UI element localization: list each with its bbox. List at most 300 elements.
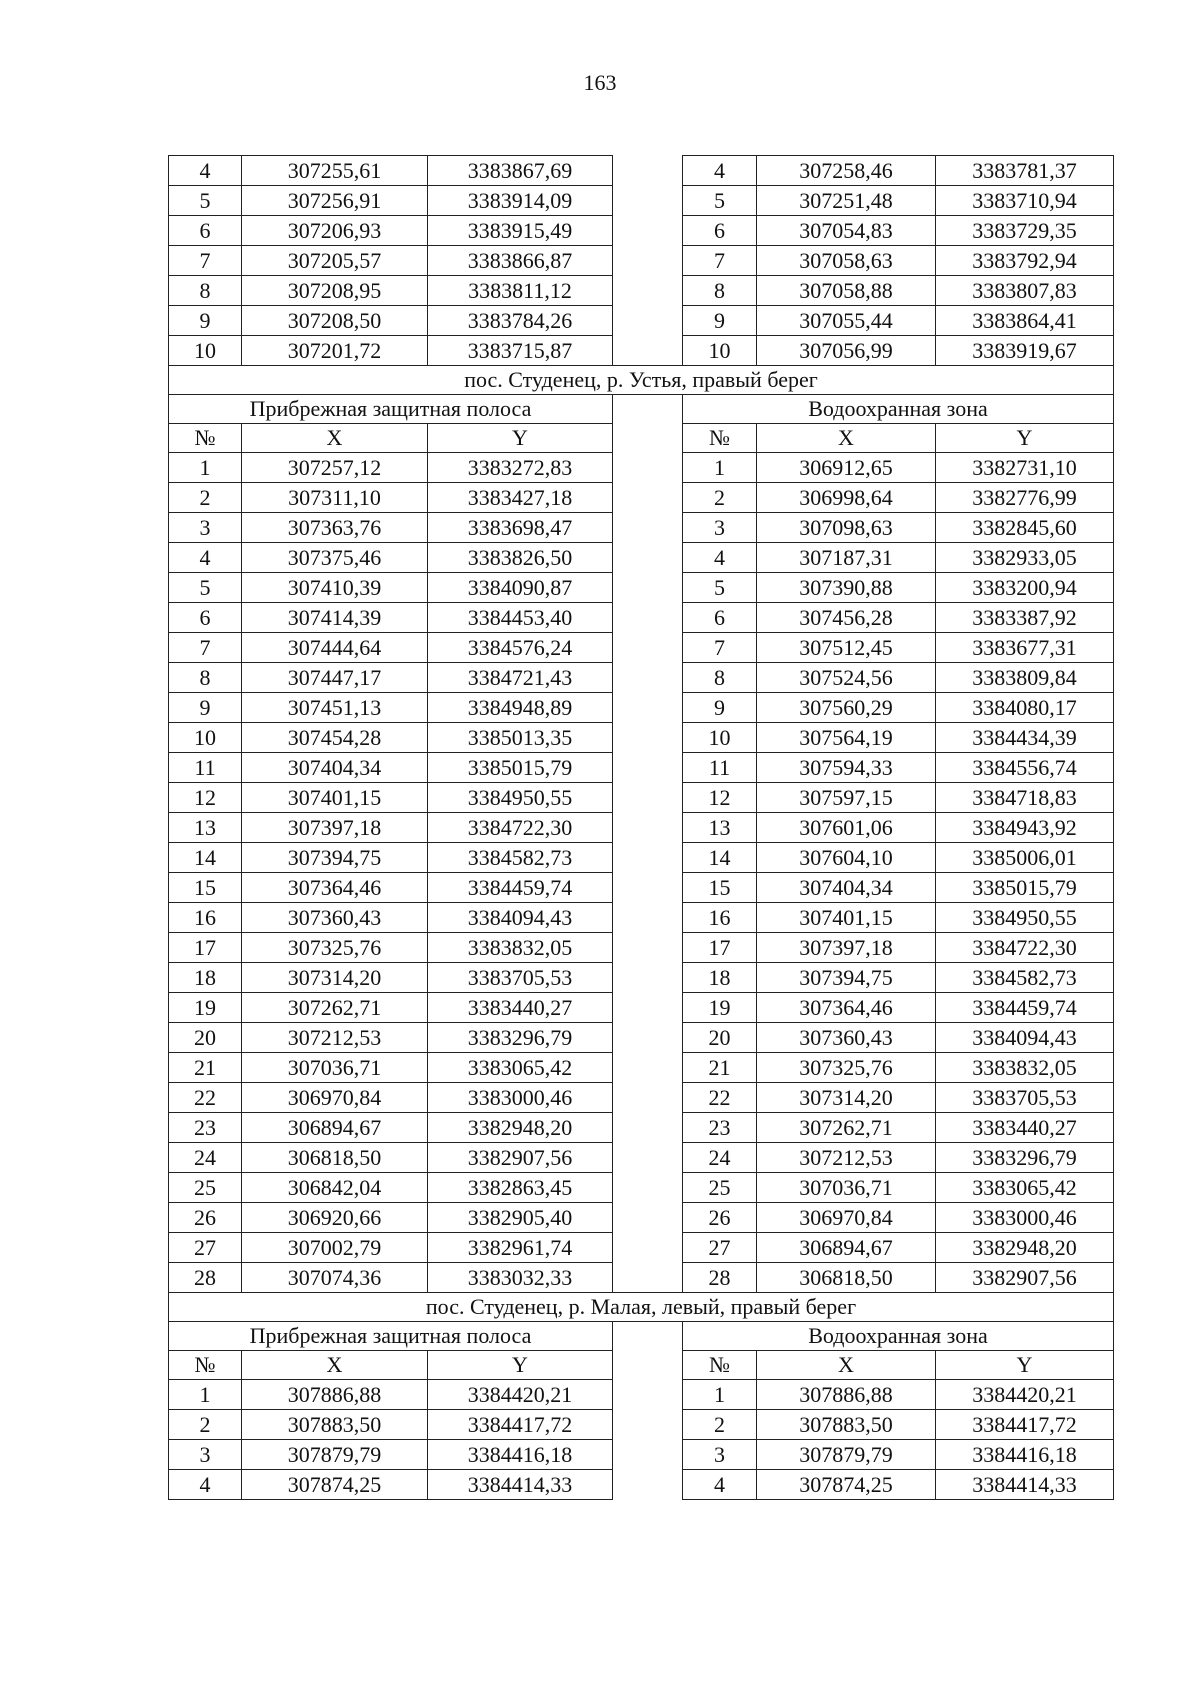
left-cell-num: 12 xyxy=(169,783,242,813)
right-group-title: Водоохранная зона xyxy=(683,395,1114,424)
left-cell-y: 3383715,87 xyxy=(428,336,613,366)
left-cell-y: 3383698,47 xyxy=(428,513,613,543)
table-row xyxy=(169,483,1114,513)
left-cell-y: 3385013,35 xyxy=(428,723,613,753)
right-cell-y: 3384414,33 xyxy=(936,1470,1114,1500)
column-gap xyxy=(613,513,683,543)
left-cell-x: 306818,50 xyxy=(242,1143,428,1173)
left-cell-x: 307454,28 xyxy=(242,723,428,753)
left-cell-x: 306894,67 xyxy=(242,1113,428,1143)
right-cell-num: 5 xyxy=(683,186,757,216)
left-cell-x: 307414,39 xyxy=(242,603,428,633)
right-cell-num: 11 xyxy=(683,753,757,783)
left-cell-num: 1 xyxy=(169,453,242,483)
left-cell-y: 3383915,49 xyxy=(428,216,613,246)
left-cell-y: 3383427,18 xyxy=(428,483,613,513)
right-cell-num: 23 xyxy=(683,1113,757,1143)
column-gap xyxy=(613,186,683,216)
right-cell-x: 307251,48 xyxy=(757,186,936,216)
right-cell-num: 19 xyxy=(683,993,757,1023)
column-gap xyxy=(613,156,683,186)
left-cell-y: 3383866,87 xyxy=(428,246,613,276)
column-gap xyxy=(613,483,683,513)
left-header-x: X xyxy=(242,424,428,453)
left-cell-num: 16 xyxy=(169,903,242,933)
left-cell-x: 307325,76 xyxy=(242,933,428,963)
left-cell-x: 307883,50 xyxy=(242,1410,428,1440)
column-gap xyxy=(613,783,683,813)
left-cell-y: 3384090,87 xyxy=(428,573,613,603)
column-gap xyxy=(613,1203,683,1233)
right-cell-y: 3384556,74 xyxy=(936,753,1114,783)
left-cell-num: 2 xyxy=(169,483,242,513)
column-gap xyxy=(613,1410,683,1440)
right-cell-x: 307604,10 xyxy=(757,843,936,873)
right-cell-num: 10 xyxy=(683,336,757,366)
left-cell-x: 307451,13 xyxy=(242,693,428,723)
left-cell-x: 307886,88 xyxy=(242,1380,428,1410)
right-cell-y: 3383807,83 xyxy=(936,276,1114,306)
left-cell-num: 1 xyxy=(169,1380,242,1410)
right-cell-y: 3384943,92 xyxy=(936,813,1114,843)
table-row xyxy=(169,783,1114,813)
left-group-title: Прибрежная защитная полоса xyxy=(169,1322,613,1351)
table-row xyxy=(169,156,1114,186)
table-row xyxy=(169,1440,1114,1470)
right-cell-num: 2 xyxy=(683,483,757,513)
left-cell-x: 307375,46 xyxy=(242,543,428,573)
left-cell-num: 7 xyxy=(169,246,242,276)
left-cell-num: 13 xyxy=(169,813,242,843)
table-row xyxy=(169,336,1114,366)
table-row xyxy=(169,963,1114,993)
left-cell-y: 3383272,83 xyxy=(428,453,613,483)
left-header-num: № xyxy=(169,1351,242,1380)
left-cell-y: 3384416,18 xyxy=(428,1440,613,1470)
left-cell-y: 3383000,46 xyxy=(428,1083,613,1113)
left-cell-x: 307002,79 xyxy=(242,1233,428,1263)
left-cell-num: 14 xyxy=(169,843,242,873)
right-cell-x: 307360,43 xyxy=(757,1023,936,1053)
table-row xyxy=(169,993,1114,1023)
right-cell-x: 307054,83 xyxy=(757,216,936,246)
right-group-title: Водоохранная зона xyxy=(683,1322,1114,1351)
column-gap xyxy=(613,1322,683,1351)
right-cell-y: 3383919,67 xyxy=(936,336,1114,366)
left-cell-x: 307311,10 xyxy=(242,483,428,513)
left-cell-num: 11 xyxy=(169,753,242,783)
left-cell-num: 10 xyxy=(169,723,242,753)
right-cell-x: 307597,15 xyxy=(757,783,936,813)
table-row xyxy=(169,1023,1114,1053)
right-cell-num: 9 xyxy=(683,306,757,336)
left-group-title: Прибрежная защитная полоса xyxy=(169,395,613,424)
table-row xyxy=(169,306,1114,336)
right-cell-x: 307524,56 xyxy=(757,663,936,693)
left-cell-num: 3 xyxy=(169,513,242,543)
right-cell-y: 3383000,46 xyxy=(936,1203,1114,1233)
right-cell-num: 4 xyxy=(683,543,757,573)
table-row xyxy=(169,603,1114,633)
right-cell-y: 3384417,72 xyxy=(936,1410,1114,1440)
section-title: пос. Студенец, р. Устья, правый берег xyxy=(169,366,1114,395)
left-header-num: № xyxy=(169,424,242,453)
left-cell-x: 307879,79 xyxy=(242,1440,428,1470)
table-row xyxy=(169,216,1114,246)
left-cell-y: 3383032,33 xyxy=(428,1263,613,1293)
right-cell-y: 3383781,37 xyxy=(936,156,1114,186)
right-cell-y: 3383440,27 xyxy=(936,1113,1114,1143)
right-cell-x: 307390,88 xyxy=(757,573,936,603)
left-cell-x: 307212,53 xyxy=(242,1023,428,1053)
left-cell-x: 307206,93 xyxy=(242,216,428,246)
section-title: пос. Студенец, р. Малая, левый, правый берег xyxy=(169,1293,1114,1322)
table-row xyxy=(169,1380,1114,1410)
left-cell-num: 4 xyxy=(169,156,242,186)
right-cell-x: 307212,53 xyxy=(757,1143,936,1173)
section-title-row xyxy=(169,366,1114,395)
column-gap xyxy=(613,753,683,783)
left-cell-x: 307208,95 xyxy=(242,276,428,306)
right-cell-x: 307187,31 xyxy=(757,543,936,573)
left-cell-num: 20 xyxy=(169,1023,242,1053)
column-gap xyxy=(613,1053,683,1083)
right-cell-y: 3385015,79 xyxy=(936,873,1114,903)
table-row xyxy=(169,903,1114,933)
right-cell-x: 307058,63 xyxy=(757,246,936,276)
right-cell-x: 307886,88 xyxy=(757,1380,936,1410)
right-cell-num: 18 xyxy=(683,963,757,993)
right-cell-x: 307262,71 xyxy=(757,1113,936,1143)
right-cell-y: 3382933,05 xyxy=(936,543,1114,573)
table-row xyxy=(169,1143,1114,1173)
right-cell-y: 3384459,74 xyxy=(936,993,1114,1023)
right-cell-num: 27 xyxy=(683,1233,757,1263)
column-gap xyxy=(613,723,683,753)
right-cell-y: 3383705,53 xyxy=(936,1083,1114,1113)
right-cell-y: 3385006,01 xyxy=(936,843,1114,873)
column-gap xyxy=(613,1351,683,1380)
column-gap xyxy=(613,813,683,843)
right-cell-y: 3384950,55 xyxy=(936,903,1114,933)
left-cell-x: 307397,18 xyxy=(242,813,428,843)
left-cell-num: 17 xyxy=(169,933,242,963)
table-row xyxy=(169,1113,1114,1143)
table-row xyxy=(169,543,1114,573)
right-cell-x: 307512,45 xyxy=(757,633,936,663)
left-cell-x: 307208,50 xyxy=(242,306,428,336)
left-cell-y: 3383065,42 xyxy=(428,1053,613,1083)
right-cell-num: 5 xyxy=(683,573,757,603)
left-cell-num: 3 xyxy=(169,1440,242,1470)
left-cell-y: 3384094,43 xyxy=(428,903,613,933)
left-cell-x: 307364,46 xyxy=(242,873,428,903)
left-cell-num: 21 xyxy=(169,1053,242,1083)
left-cell-num: 5 xyxy=(169,573,242,603)
right-cell-x: 307314,20 xyxy=(757,1083,936,1113)
section-title-row xyxy=(169,1293,1114,1322)
right-cell-num: 8 xyxy=(683,276,757,306)
right-cell-x: 307397,18 xyxy=(757,933,936,963)
left-cell-x: 307074,36 xyxy=(242,1263,428,1293)
right-cell-x: 307883,50 xyxy=(757,1410,936,1440)
right-cell-x: 307560,29 xyxy=(757,693,936,723)
right-cell-x: 307055,44 xyxy=(757,306,936,336)
table-row xyxy=(169,1233,1114,1263)
group-title-row xyxy=(169,1322,1114,1351)
left-cell-y: 3384459,74 xyxy=(428,873,613,903)
left-header-y: Y xyxy=(428,1351,613,1380)
table-row xyxy=(169,633,1114,663)
column-gap xyxy=(613,963,683,993)
column-gap xyxy=(613,1233,683,1263)
right-cell-num: 26 xyxy=(683,1203,757,1233)
left-cell-y: 3383705,53 xyxy=(428,963,613,993)
left-cell-num: 8 xyxy=(169,276,242,306)
column-gap xyxy=(613,633,683,663)
right-cell-x: 307564,19 xyxy=(757,723,936,753)
left-cell-num: 15 xyxy=(169,873,242,903)
right-cell-y: 3382948,20 xyxy=(936,1233,1114,1263)
left-cell-y: 3383867,69 xyxy=(428,156,613,186)
column-gap xyxy=(613,1440,683,1470)
left-cell-y: 3382948,20 xyxy=(428,1113,613,1143)
right-cell-num: 1 xyxy=(683,1380,757,1410)
left-cell-x: 307410,39 xyxy=(242,573,428,603)
column-gap xyxy=(613,246,683,276)
right-header-x: X xyxy=(757,424,936,453)
left-cell-num: 8 xyxy=(169,663,242,693)
right-cell-y: 3383832,05 xyxy=(936,1053,1114,1083)
left-cell-x: 307404,34 xyxy=(242,753,428,783)
column-gap xyxy=(613,663,683,693)
right-cell-num: 14 xyxy=(683,843,757,873)
right-cell-y: 3384722,30 xyxy=(936,933,1114,963)
left-cell-num: 4 xyxy=(169,1470,242,1500)
left-cell-x: 307360,43 xyxy=(242,903,428,933)
right-cell-num: 20 xyxy=(683,1023,757,1053)
column-gap xyxy=(613,573,683,603)
right-cell-x: 307098,63 xyxy=(757,513,936,543)
right-cell-num: 15 xyxy=(683,873,757,903)
left-header-x: X xyxy=(242,1351,428,1380)
left-cell-num: 2 xyxy=(169,1410,242,1440)
column-gap xyxy=(613,1113,683,1143)
column-header-row xyxy=(169,424,1114,453)
right-cell-y: 3382776,99 xyxy=(936,483,1114,513)
right-cell-x: 307594,33 xyxy=(757,753,936,783)
column-gap xyxy=(613,336,683,366)
column-header-row xyxy=(169,1351,1114,1380)
left-cell-y: 3383811,12 xyxy=(428,276,613,306)
left-cell-x: 307256,91 xyxy=(242,186,428,216)
right-cell-num: 25 xyxy=(683,1173,757,1203)
left-cell-y: 3382961,74 xyxy=(428,1233,613,1263)
table-row xyxy=(169,1083,1114,1113)
right-cell-num: 6 xyxy=(683,603,757,633)
right-cell-y: 3382845,60 xyxy=(936,513,1114,543)
table-row xyxy=(169,723,1114,753)
right-cell-y: 3383677,31 xyxy=(936,633,1114,663)
right-cell-x: 306894,67 xyxy=(757,1233,936,1263)
right-cell-y: 3384582,73 xyxy=(936,963,1114,993)
left-cell-x: 307363,76 xyxy=(242,513,428,543)
right-cell-x: 306998,64 xyxy=(757,483,936,513)
column-gap xyxy=(613,843,683,873)
right-cell-y: 3383729,35 xyxy=(936,216,1114,246)
right-cell-num: 2 xyxy=(683,1410,757,1440)
right-cell-num: 4 xyxy=(683,156,757,186)
left-cell-num: 9 xyxy=(169,306,242,336)
column-gap xyxy=(613,1083,683,1113)
left-cell-y: 3384453,40 xyxy=(428,603,613,633)
right-cell-y: 3382731,10 xyxy=(936,453,1114,483)
column-gap xyxy=(613,693,683,723)
right-cell-y: 3383792,94 xyxy=(936,246,1114,276)
left-cell-y: 3382905,40 xyxy=(428,1203,613,1233)
right-cell-y: 3384080,17 xyxy=(936,693,1114,723)
left-cell-num: 4 xyxy=(169,543,242,573)
column-gap xyxy=(613,1173,683,1203)
column-gap xyxy=(613,1263,683,1293)
right-cell-y: 3384416,18 xyxy=(936,1440,1114,1470)
column-gap xyxy=(613,1143,683,1173)
left-cell-num: 6 xyxy=(169,603,242,633)
right-cell-num: 4 xyxy=(683,1470,757,1500)
left-cell-x: 307262,71 xyxy=(242,993,428,1023)
column-gap xyxy=(613,276,683,306)
right-cell-x: 307036,71 xyxy=(757,1173,936,1203)
right-cell-y: 3384718,83 xyxy=(936,783,1114,813)
right-cell-x: 306970,84 xyxy=(757,1203,936,1233)
table-row xyxy=(169,873,1114,903)
right-header-num: № xyxy=(683,424,757,453)
left-cell-y: 3384420,21 xyxy=(428,1380,613,1410)
left-cell-x: 307314,20 xyxy=(242,963,428,993)
table-row xyxy=(169,1470,1114,1500)
right-cell-num: 28 xyxy=(683,1263,757,1293)
left-cell-x: 307036,71 xyxy=(242,1053,428,1083)
left-cell-x: 307874,25 xyxy=(242,1470,428,1500)
right-cell-x: 307456,28 xyxy=(757,603,936,633)
column-gap xyxy=(613,933,683,963)
left-cell-y: 3383914,09 xyxy=(428,186,613,216)
column-gap xyxy=(613,873,683,903)
right-cell-num: 21 xyxy=(683,1053,757,1083)
table-row xyxy=(169,1203,1114,1233)
right-cell-num: 24 xyxy=(683,1143,757,1173)
table-row xyxy=(169,1053,1114,1083)
right-cell-num: 1 xyxy=(683,453,757,483)
right-cell-num: 10 xyxy=(683,723,757,753)
table-row xyxy=(169,246,1114,276)
right-header-x: X xyxy=(757,1351,936,1380)
right-cell-y: 3383065,42 xyxy=(936,1173,1114,1203)
right-cell-num: 8 xyxy=(683,663,757,693)
table-row xyxy=(169,933,1114,963)
left-cell-y: 3383296,79 xyxy=(428,1023,613,1053)
group-title-row xyxy=(169,395,1114,424)
right-cell-num: 16 xyxy=(683,903,757,933)
left-cell-x: 307401,15 xyxy=(242,783,428,813)
table-row xyxy=(169,813,1114,843)
left-cell-x: 307394,75 xyxy=(242,843,428,873)
right-cell-y: 3382907,56 xyxy=(936,1263,1114,1293)
column-gap xyxy=(613,306,683,336)
left-cell-y: 3384722,30 xyxy=(428,813,613,843)
coordinates-table xyxy=(168,155,1114,1500)
right-cell-y: 3384434,39 xyxy=(936,723,1114,753)
left-cell-num: 10 xyxy=(169,336,242,366)
page-number: 163 xyxy=(583,70,617,95)
left-cell-x: 307201,72 xyxy=(242,336,428,366)
right-cell-x: 307601,06 xyxy=(757,813,936,843)
right-cell-y: 3384094,43 xyxy=(936,1023,1114,1053)
column-gap xyxy=(613,453,683,483)
table-row xyxy=(169,453,1114,483)
right-cell-num: 22 xyxy=(683,1083,757,1113)
right-cell-num: 7 xyxy=(683,633,757,663)
column-gap xyxy=(613,993,683,1023)
column-gap xyxy=(613,216,683,246)
left-cell-y: 3384721,43 xyxy=(428,663,613,693)
left-cell-num: 18 xyxy=(169,963,242,993)
left-cell-num: 9 xyxy=(169,693,242,723)
left-cell-num: 23 xyxy=(169,1113,242,1143)
left-cell-x: 306970,84 xyxy=(242,1083,428,1113)
right-cell-num: 3 xyxy=(683,1440,757,1470)
right-cell-num: 17 xyxy=(683,933,757,963)
table-row xyxy=(169,186,1114,216)
right-cell-x: 307325,76 xyxy=(757,1053,936,1083)
right-cell-num: 9 xyxy=(683,693,757,723)
right-cell-x: 307258,46 xyxy=(757,156,936,186)
right-cell-y: 3383387,92 xyxy=(936,603,1114,633)
table-row xyxy=(169,276,1114,306)
table-row xyxy=(169,753,1114,783)
left-cell-x: 306920,66 xyxy=(242,1203,428,1233)
left-cell-x: 307444,64 xyxy=(242,633,428,663)
column-gap xyxy=(613,424,683,453)
left-cell-y: 3383832,05 xyxy=(428,933,613,963)
right-cell-num: 7 xyxy=(683,246,757,276)
table-row xyxy=(169,1410,1114,1440)
left-cell-x: 307447,17 xyxy=(242,663,428,693)
right-cell-y: 3383809,84 xyxy=(936,663,1114,693)
coordinates-table-body xyxy=(169,156,1114,1500)
left-cell-y: 3383826,50 xyxy=(428,543,613,573)
left-cell-x: 307257,12 xyxy=(242,453,428,483)
left-cell-num: 19 xyxy=(169,993,242,1023)
right-header-y: Y xyxy=(936,1351,1114,1380)
table-row xyxy=(169,663,1114,693)
left-cell-x: 307205,57 xyxy=(242,246,428,276)
left-cell-y: 3384576,24 xyxy=(428,633,613,663)
right-cell-x: 307401,15 xyxy=(757,903,936,933)
left-cell-num: 28 xyxy=(169,1263,242,1293)
column-gap xyxy=(613,1380,683,1410)
right-cell-y: 3383710,94 xyxy=(936,186,1114,216)
left-cell-y: 3384948,89 xyxy=(428,693,613,723)
right-cell-y: 3383296,79 xyxy=(936,1143,1114,1173)
right-cell-num: 6 xyxy=(683,216,757,246)
left-cell-num: 5 xyxy=(169,186,242,216)
right-cell-x: 307874,25 xyxy=(757,1470,936,1500)
left-cell-y: 3384582,73 xyxy=(428,843,613,873)
column-gap xyxy=(613,1470,683,1500)
right-cell-x: 307364,46 xyxy=(757,993,936,1023)
right-cell-y: 3383864,41 xyxy=(936,306,1114,336)
